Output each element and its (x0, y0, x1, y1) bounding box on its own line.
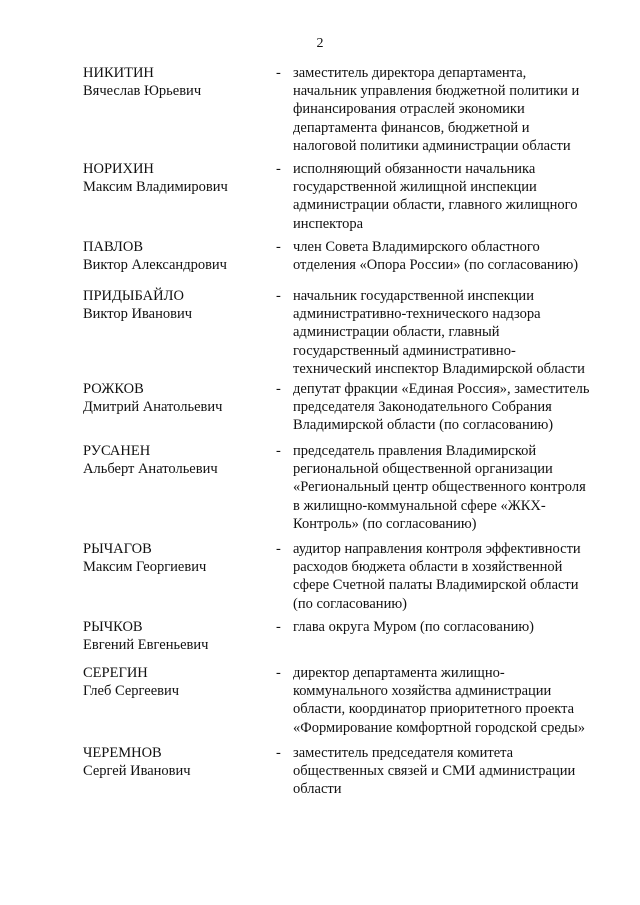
position-line: (по согласованию) (293, 595, 407, 612)
member-name (83, 442, 268, 478)
member-position (293, 160, 611, 233)
member-given-names: Вячеслав Юрьевич (83, 83, 202, 99)
position-line: департамента финансов, бюджетной и (293, 119, 530, 136)
member-given-names: Дмитрий Анатольевич (83, 399, 223, 415)
position-line: администрации области, главного жилищного (293, 197, 578, 214)
member-given-names: Виктор Иванович (83, 306, 193, 322)
member-position (293, 664, 611, 737)
member-surname: НОРИХИН (83, 161, 154, 177)
position-line: региональной общественной организации (293, 461, 553, 478)
member-name (83, 160, 268, 196)
separator-dash: - (276, 745, 281, 761)
member-position (293, 618, 611, 636)
member-given-names: Максим Георгиевич (83, 559, 207, 575)
member-position (293, 540, 611, 613)
position-line: в жилищно-коммунальной сфере «ЖКХ- (293, 497, 546, 514)
separator-dash: - (276, 161, 281, 177)
separator-dash: - (276, 443, 281, 459)
position-line: области, координатор приоритетного проекта (293, 701, 575, 718)
position-line: директор департамента жилищно- (293, 665, 505, 681)
member-given-names: Альберт Анатольевич (83, 461, 218, 477)
position-line: аудитор направления контроля эффективности (293, 541, 581, 557)
member-position (293, 64, 611, 155)
position-line: финансирования отраслей экономики (293, 101, 525, 118)
position-line: государственной жилищной инспекции (293, 179, 537, 196)
member-position (293, 380, 611, 435)
position-line: общественных связей и СМИ администрации (293, 763, 576, 780)
member-given-names: Виктор Александрович (83, 257, 227, 273)
position-line: председатель правления Владимирской (293, 443, 537, 459)
position-line: член Совета Владимирского областного (293, 239, 540, 255)
member-given-names: Максим Владимирович (83, 179, 228, 195)
member-surname: ПАВЛОВ (83, 239, 144, 255)
member-surname: РЫЧКОВ (83, 619, 143, 635)
position-line: технический инспектор Владимирской области (293, 360, 585, 377)
member-name (83, 380, 268, 416)
member-given-names: Сергей Иванович (83, 763, 191, 779)
position-line: исполняющий обязанности начальника (293, 161, 536, 177)
separator-dash: - (276, 619, 281, 635)
member-name (83, 287, 268, 323)
member-position (293, 442, 611, 533)
position-line: заместитель председателя комитета (293, 745, 514, 761)
position-line: начальник государственной инспекции (293, 288, 534, 304)
position-line: депутат фракции «Единая Россия», заместитель (293, 381, 590, 397)
member-name (83, 744, 268, 780)
position-line: председателя Законодательного Собрания (293, 399, 552, 416)
position-line: администрации области, главный (293, 324, 500, 341)
member-name (83, 64, 268, 100)
position-line: «Формирование комфортной городской среды» (293, 719, 585, 736)
page-number: 2 (316, 36, 324, 51)
member-name (83, 540, 268, 576)
separator-dash: - (276, 65, 281, 81)
position-line: сфере Счетной палаты Владимирской области (293, 577, 579, 594)
position-line: области (293, 781, 342, 798)
position-line: государственный административно- (293, 342, 516, 359)
separator-dash: - (276, 541, 281, 557)
position-line: налоговой политики администрации области (293, 137, 571, 154)
member-surname: РЫЧАГОВ (83, 541, 152, 557)
member-name (83, 238, 268, 274)
member-surname: СЕРЕГИН (83, 665, 148, 681)
separator-dash: - (276, 665, 281, 681)
position-line: Контроль» (по согласованию) (293, 515, 477, 532)
position-line: отделения «Опора России» (по согласованию) (293, 257, 579, 274)
member-surname: НИКИТИН (83, 65, 154, 81)
member-surname: ЧЕРЕМНОВ (83, 745, 162, 761)
member-name (83, 664, 268, 700)
position-line: заместитель директора департамента, (293, 65, 527, 81)
position-line: административно-технического надзора (293, 306, 541, 323)
member-position (293, 744, 611, 799)
position-line: Владимирской области (по согласованию) (293, 417, 554, 434)
separator-dash: - (276, 239, 281, 255)
position-line: «Региональный центр общественного контроля (293, 479, 586, 496)
position-line: коммунального хозяйства администрации (293, 683, 552, 700)
separator-dash: - (276, 288, 281, 304)
member-position (293, 287, 611, 378)
separator-dash: - (276, 381, 281, 397)
position-line: инспектора (293, 215, 364, 232)
position-line: глава округа Муром (по согласованию) (293, 619, 535, 635)
member-given-names: Глеб Сергеевич (83, 683, 180, 699)
member-surname: РУСАНЕН (83, 443, 151, 459)
member-surname: ПРИДЫБАЙЛО (83, 288, 184, 304)
member-name (83, 618, 268, 654)
position-line: начальник управления бюджетной политики и (293, 83, 580, 100)
member-given-names: Евгений Евгеньевич (83, 637, 209, 653)
position-line: расходов бюджета области в хозяйственной (293, 559, 563, 576)
member-position (293, 238, 611, 274)
member-surname: РОЖКОВ (83, 381, 144, 397)
